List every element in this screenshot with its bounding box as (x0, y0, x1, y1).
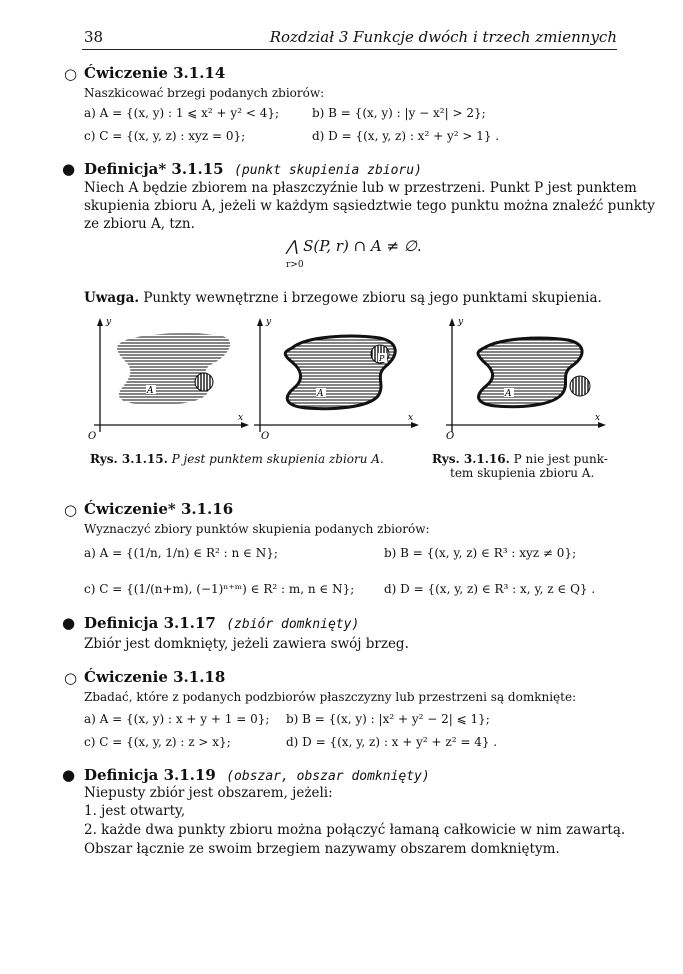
exercise-3-1-18-title: Ćwiczenie 3.1.18 (84, 668, 226, 686)
exercise-3-1-16-b: b) B = {(x, y, z) ∈ R³ : xyz ≠ 0}; (384, 546, 577, 560)
figure-1-origin-label: O (88, 431, 97, 442)
definition-3-1-15-formula: ⋀ S(P, r) ∩ A ≠ ∅. (286, 237, 422, 255)
figure-1-label-A: A (147, 386, 154, 396)
figure-3 (446, 317, 606, 442)
open-bullet-icon: ○ (64, 669, 78, 687)
open-bullet-icon: ○ (64, 65, 78, 83)
figures (80, 312, 620, 452)
definition-3-1-15-line2: skupienia zbioru A, jeżeli w każdym sąsiedztwie tego punktu można znaleźć punkty (84, 198, 655, 214)
definition-3-1-17-text: Zbiór jest domknięty, jeżeli zawiera swój brzeg. (84, 636, 409, 652)
page-number: 38 (84, 28, 104, 46)
figure-2-origin-label: O (261, 431, 270, 442)
exercise-3-1-16-a: a) A = {(1/n, 1/n) ∈ R² : n ∈ N}; (84, 546, 278, 560)
definition-3-1-19-item2: 2. każde dwa punkty zbioru można połączyć łamaną całkowicie w nim zawartą. (84, 822, 626, 838)
exercise-3-1-18-a: a) A = {(x, y) : x + y + 1 = 0}; (84, 712, 270, 726)
figure-3-origin-label: O (446, 431, 455, 442)
figure-3-x-label: x (595, 413, 601, 423)
definition-3-1-19-subtitle: (obszar, obszar domknięty) (226, 769, 430, 784)
filled-bullet-icon: ● (62, 766, 76, 784)
figure-1 (88, 317, 249, 442)
remark (84, 290, 602, 306)
running-title: Rozdział 3 Funkcje dwóch i trzech zmiennych (269, 28, 617, 46)
open-bullet-icon: ○ (64, 501, 78, 519)
figure-1-y-arrow (97, 318, 103, 326)
exercise-3-1-16-d: d) D = {(x, y, z) ∈ R³ : x, y, z ∈ Q} . (384, 582, 596, 596)
remark-text: Punkty wewnętrzne i brzegowe zbioru są jego punktami skupienia. (143, 290, 602, 306)
figure-3-label-A: A (505, 389, 512, 399)
exercise-3-1-14-c: c) C = {(x, y, z) : xyz = 0}; (84, 129, 246, 143)
definition-3-1-19-title: Definicja 3.1.19 (obszar, obszar domknięty) (84, 766, 430, 784)
definition-3-1-15-line1: Niech A będzie zbiorem na płaszczyźnie lub w przestrzeni. Punkt P jest punktem (84, 180, 637, 196)
figure-3-neighbourhood-P (570, 376, 590, 396)
figure-2-y-arrow (257, 318, 263, 326)
figure-2-label-P: P (379, 354, 385, 363)
figure-2-x-label: x (408, 413, 414, 423)
exercise-3-1-14-intro: Naszkicować brzegi podanych zbiorów: (84, 86, 325, 100)
figure-3-y-label: y (458, 317, 464, 327)
definition-3-1-19-line4: Obszar łącznie ze swoim brzegiem nazywamy obszarem domkniętym. (84, 841, 560, 857)
exercise-3-1-14-b: b) B = {(x, y) : |y − x²| > 2}; (312, 106, 486, 120)
exercise-3-1-18-d: d) D = {(x, y, z) : x + y² + z² = 4} . (286, 735, 498, 749)
figure-3-y-arrow (449, 318, 455, 326)
caption-figure-1: Rys. 3.1.15. P jest punktem skupienia zbioru A. (90, 452, 384, 466)
exercise-3-1-16-c: c) C = {(1/(n+m), (−1)ⁿ⁺ᵐ) ∈ R² : m, n ∈ N}; (84, 582, 355, 596)
figure-1-x-label: x (238, 413, 244, 423)
exercise-3-1-18-intro: Zbadać, które z podanych podzbiorów płaszczyzny lub przestrzeni są domknięte: (84, 690, 577, 704)
exercise-3-1-18-c: c) C = {(x, y, z) : z > x}; (84, 735, 231, 749)
header-rule (82, 49, 617, 50)
figure-2-y-label: y (266, 317, 272, 327)
caption-figure-2-line1: Rys. 3.1.16. P nie jest punk- (432, 452, 608, 466)
filled-bullet-icon: ● (62, 160, 76, 178)
definition-3-1-17-subtitle: (zbiór domknięty) (226, 617, 360, 632)
exercise-3-1-14-title: Ćwiczenie 3.1.14 (84, 64, 226, 82)
figure-2-label-A: A (317, 389, 324, 399)
definition-3-1-19-item1: 1. jest otwarty, (84, 803, 186, 819)
definition-3-1-15-formula-sub: r>0 (286, 260, 304, 270)
definition-3-1-19-line1: Niepusty zbiór jest obszarem, jeżeli: (84, 785, 333, 801)
figure-1-neighbourhood-P (195, 373, 213, 391)
definition-3-1-15-subtitle: (punkt skupienia zbioru) (234, 163, 422, 178)
figure-1-y-label: y (106, 317, 112, 327)
definition-3-1-15-title: Definicja* 3.1.15 (punkt skupienia zbioru) (84, 160, 422, 178)
definition-3-1-17-title: Definicja 3.1.17 (zbiór domknięty) (84, 614, 360, 632)
caption-figure-2-line2: tem skupienia zbioru A. (450, 466, 595, 480)
exercise-3-1-16-title: Ćwiczenie* 3.1.16 (84, 500, 234, 518)
exercise-3-1-16-intro: Wyznaczyć zbiory punktów skupienia podanych zbiorów: (84, 522, 430, 536)
definition-3-1-15-line3: ze zbioru A, tzn. (84, 216, 195, 232)
figure-1-set-A (117, 333, 230, 405)
figure-2 (254, 317, 419, 442)
exercise-3-1-14-a: a) A = {(x, y) : 1 ⩽ x² + y² < 4}; (84, 106, 280, 120)
filled-bullet-icon: ● (62, 614, 76, 632)
remark-label: Uwaga. (84, 290, 140, 306)
exercise-3-1-18-b: b) B = {(x, y) : |x² + y² − 2| ⩽ 1}; (286, 712, 490, 726)
exercise-3-1-14-d: d) D = {(x, y, z) : x² + y² > 1} . (312, 129, 500, 143)
figure-3-set-A (478, 338, 582, 407)
